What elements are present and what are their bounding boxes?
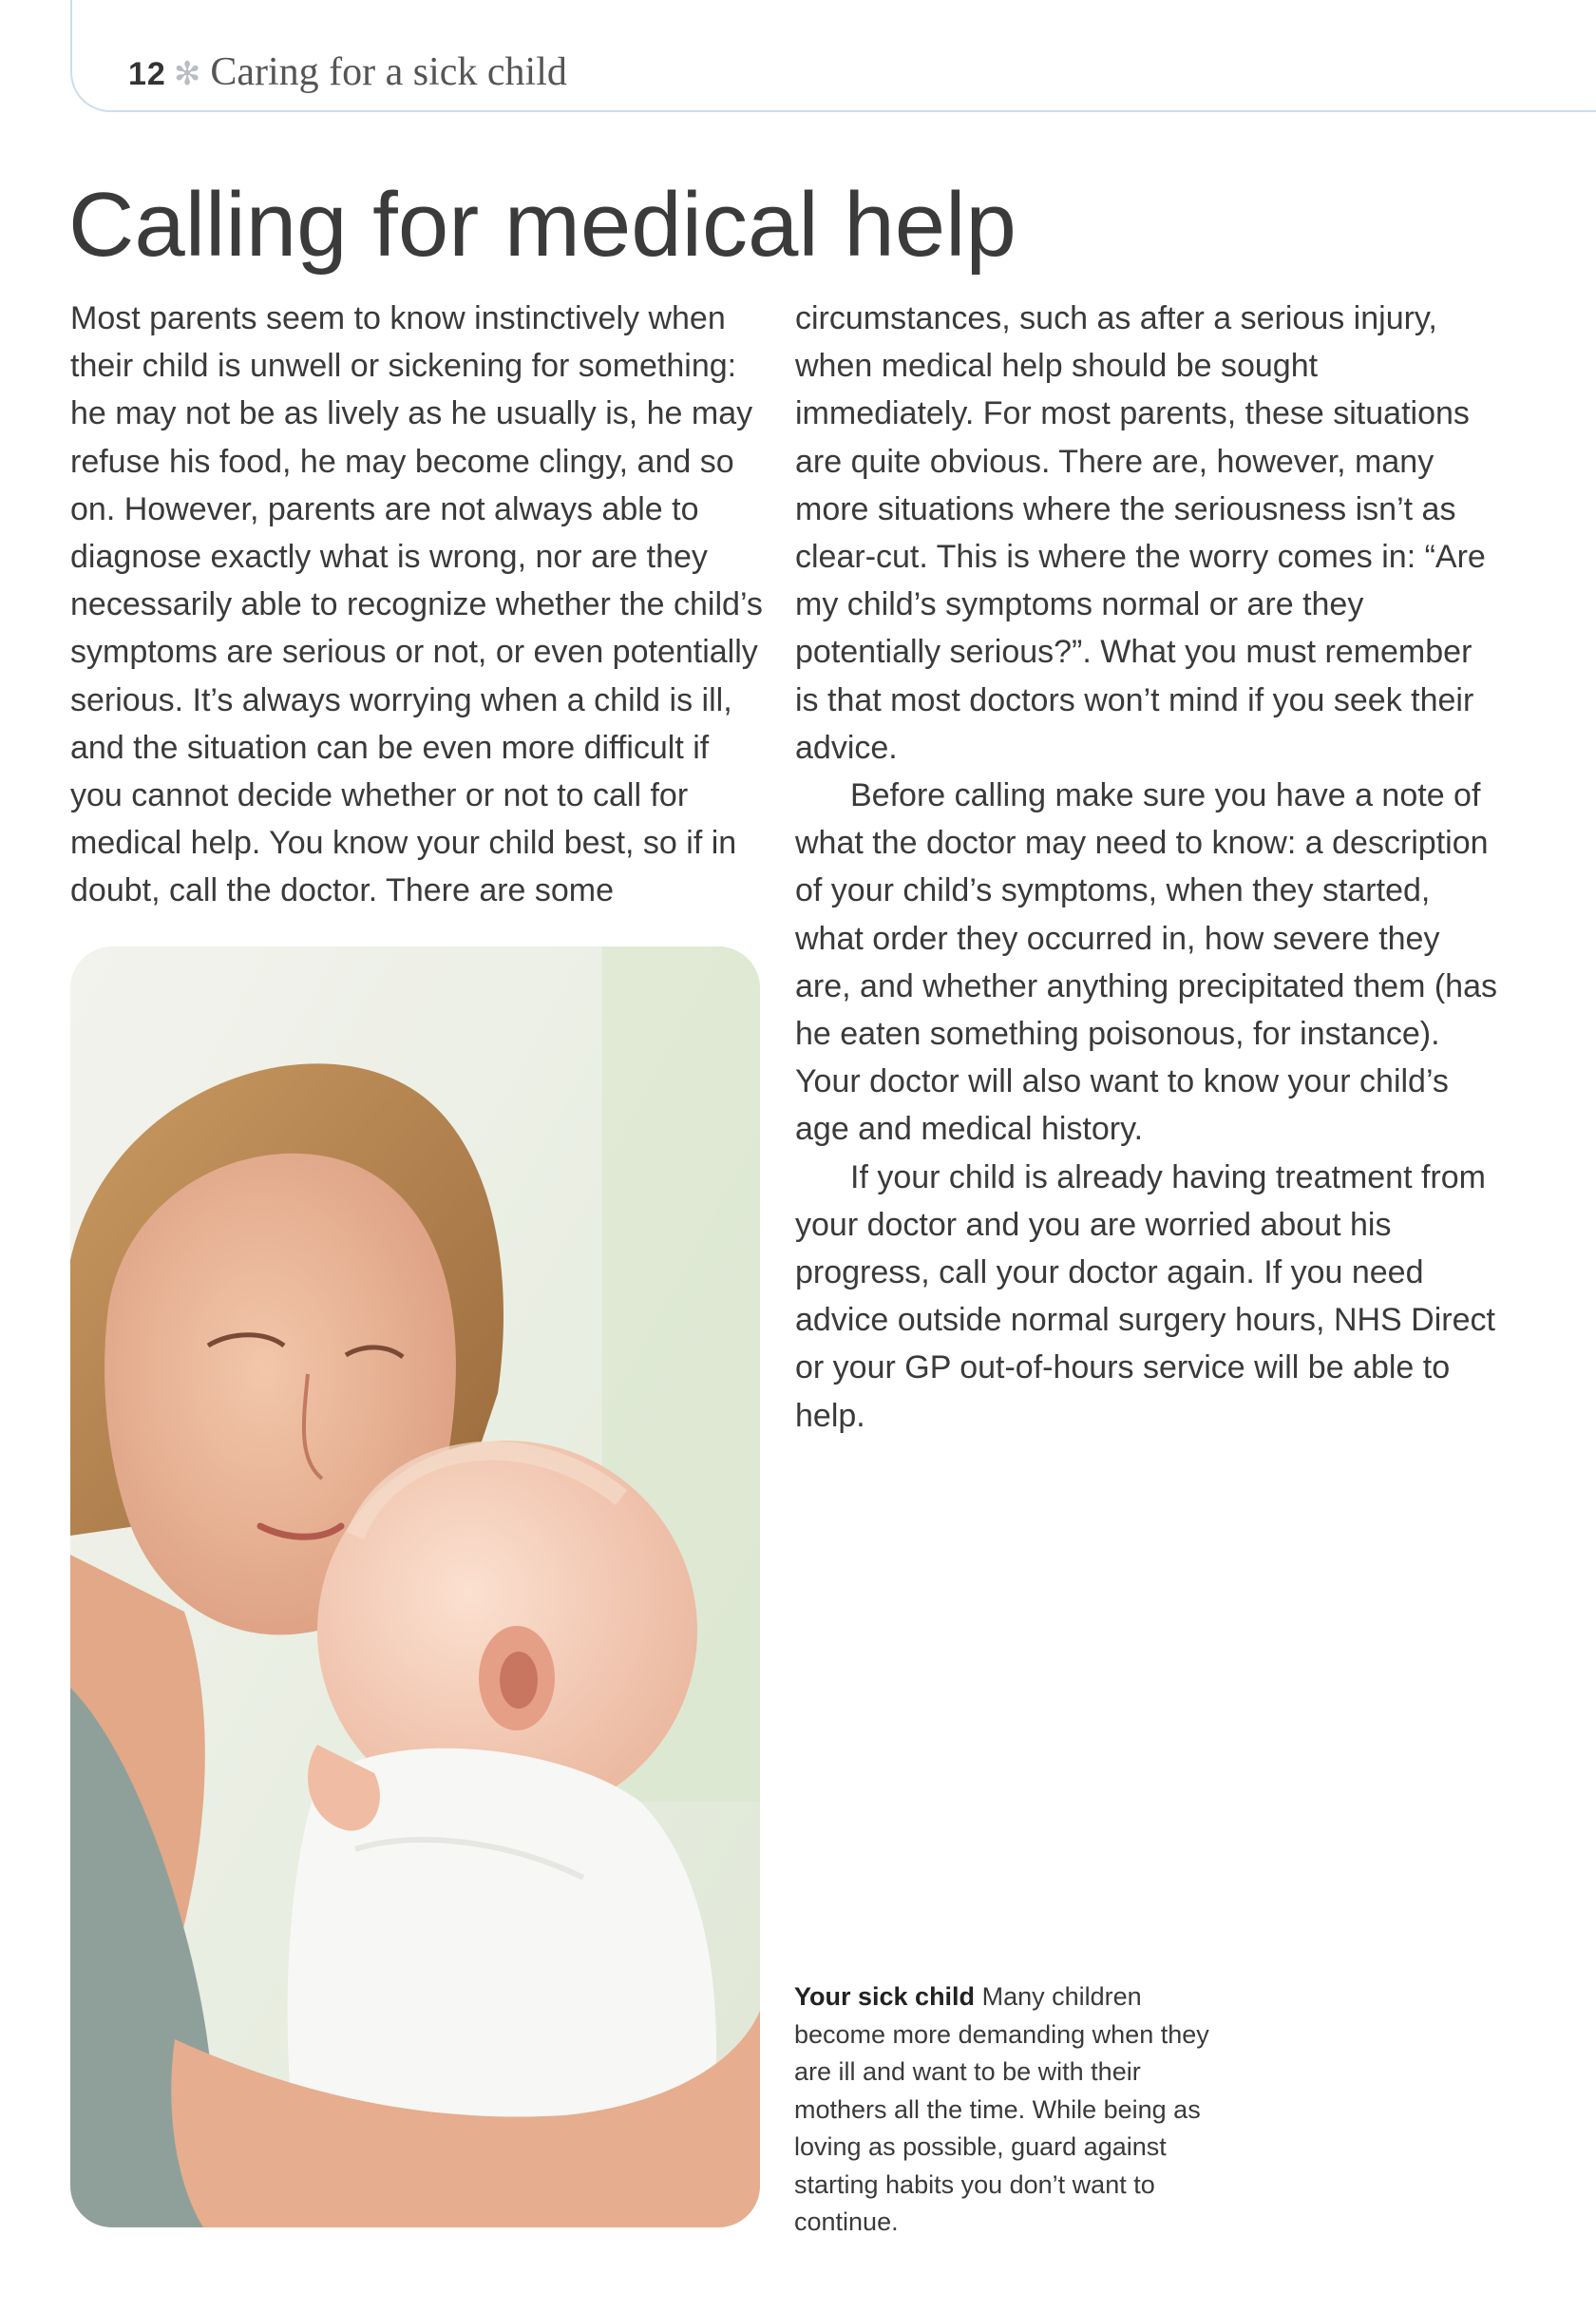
body-paragraph: circumstances, such as after a serious injury, when medical help should be sought immediately. For most parents, these situations are quite obvious. There are, however, many more situations where the seriousness isn’t as clear-cut. This is where the worry comes in: “Are my child’s symptoms normal or are they potentially serious?”. What you must remember is that most doctors won’t mind if you seek their advice. — [795, 300, 1486, 766]
caption-text: Many children become more demanding when they are ill and want to be with their mothers all the time. While being as loving as possible, guard against starting habits you don’t want to continue. — [794, 1982, 1209, 2236]
page-number: 12 — [128, 56, 166, 92]
body-paragraph: Before calling make sure you have a note of what the doctor may need to know: a description of your child’s symptoms, when they started, what order they occurred in, how severe they are, and whether anything precipitated them (has he eaten something poisonous, for instance). Your doctor will also want to know your child’s age and medical history. — [795, 777, 1498, 1148]
running-head — [128, 49, 567, 103]
page-title: Calling for medical help — [68, 174, 1016, 276]
body-paragraph: If your child is already having treatment from your doctor and you are worried about his progress, call your doctor again. If you need advice outside normal surgery hours, NHS Direct or your GP out-of-hours service will be able to help. — [795, 1158, 1495, 1434]
body-paragraph: Most parents seem to know instinctively when their child is unwell or sickening for something: he may not be as lively as he usually is, he may refuse his food, he may become clingy, and so on. However, parents are not always able to diagnose exactly what is wrong, nor are they necessarily able to recognize whether the child’s symptoms are serious or not, or even potentially serious. It’s always worrying when a child is ill, and the situation can be even more difficult if you cannot decide whether or not to call for medical help. You know your child best, so if in doubt, call the doctor. There are some — [70, 300, 763, 909]
asterisk-icon: ✻ — [173, 55, 201, 93]
photo-caption — [794, 1978, 1212, 2242]
photo-illustration — [70, 946, 760, 2227]
mother-and-baby-photo — [70, 946, 760, 2227]
right-column — [795, 295, 1498, 1440]
left-column — [70, 295, 770, 915]
caption-title: Your sick child — [794, 1982, 976, 2011]
section-title: Caring for a sick child — [210, 50, 567, 94]
